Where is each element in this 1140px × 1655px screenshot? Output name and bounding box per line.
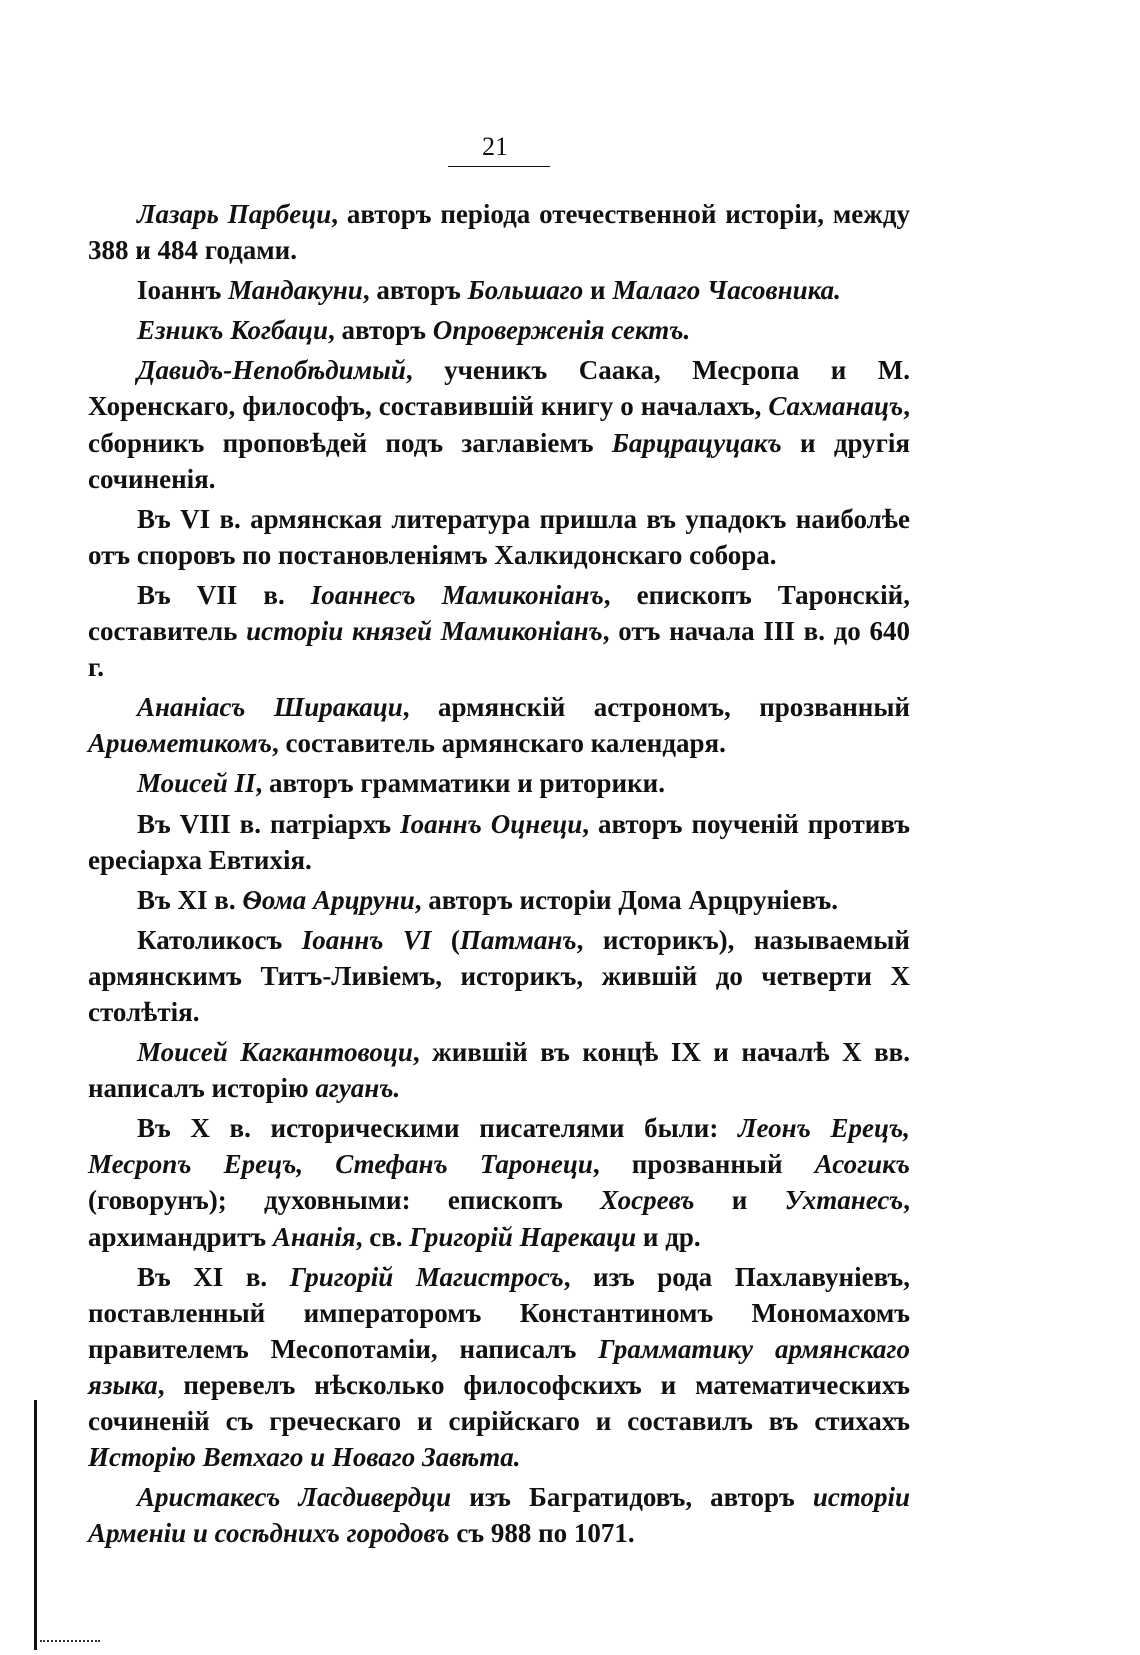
italic-text: Ананія: [272, 1221, 356, 1252]
italic-text: Большаго: [467, 275, 584, 306]
italic-text: Іоаннесъ Мамиконіанъ: [310, 579, 604, 610]
italic-text: Сахманацъ: [768, 391, 904, 422]
text-run: , отъ начала III в. до 640 г.: [88, 616, 911, 683]
text-run: Въ VI в. армянская литература пришла въ упадокъ наиболѣе отъ споровъ по постановленіямъ Халкидонскаго собора.: [88, 503, 910, 570]
paragraph: [88, 312, 910, 348]
text-run: , авторъ поученій противъ ересіарха Евтихія.: [88, 808, 910, 875]
italic-text: Барцрацуцакъ: [611, 427, 782, 458]
text-run: Въ VIII в. патріархъ: [137, 808, 401, 839]
text-run: , авторъ: [362, 275, 468, 306]
paragraph: [88, 272, 910, 308]
italic-text: Аристакесъ Ласдивердци: [137, 1482, 452, 1513]
text-run: (говорунъ); духовными: епископъ: [88, 1185, 601, 1216]
italic-text: Ананіасъ Ширакаци: [137, 692, 403, 723]
italic-text: Григорій Нарекаци: [409, 1221, 637, 1252]
text-run: и др.: [636, 1221, 701, 1252]
italic-text: агуанъ.: [315, 1073, 401, 1104]
text-run: , авторъ: [327, 315, 433, 346]
text-run: , составитель армянскаго календаря.: [272, 728, 726, 759]
text-run: (: [431, 924, 460, 955]
text-run: Въ XI в.: [137, 884, 243, 915]
text-run: , перевелъ нѣсколько философскихъ и математическихъ сочиненій съ греческаго и сирійскаго и составилъ въ стихахъ: [88, 1369, 910, 1436]
text-run: изъ Багратидовъ, авторъ: [451, 1482, 813, 1513]
paragraph: [88, 689, 910, 761]
text-run: , авторъ грамматики и риторики.: [255, 768, 665, 799]
italic-text: Асогикъ: [814, 1149, 910, 1180]
italic-text: Малаго Часовника.: [612, 275, 841, 306]
text-run: , епископъ Таронскій, составитель: [88, 579, 910, 647]
italic-text: Мандакуни: [228, 275, 363, 306]
italic-text: Опроверженія сектъ.: [432, 315, 691, 346]
paragraph: [88, 352, 910, 496]
text-run: , изъ рода Пахлавуніевъ, поставленный императоромъ Константиномъ Мономахомъ правителемъ Месопотаміи, написалъ: [88, 1261, 910, 1364]
italic-text: Григорій Магистросъ: [289, 1261, 564, 1292]
paragraph: [88, 1259, 910, 1476]
italic-text: Моисей Кагкантовоци: [137, 1037, 413, 1068]
italic-text: Хосревъ: [600, 1185, 695, 1216]
text-run: , историкъ), называемый армянскимъ Титъ-Ливіемъ, историкъ, жившій до четверти X столѣтія.: [88, 924, 910, 1027]
text-run: и другія сочиненія.: [88, 427, 911, 494]
text-run: съ 988 по 1071.: [449, 1518, 635, 1549]
text-run: Въ X в. историческими писателями были:: [137, 1113, 738, 1144]
text-run: , св.: [355, 1221, 410, 1252]
paragraph: [88, 806, 910, 878]
italic-text: Лазарь Парбеци: [137, 199, 332, 229]
text-run: , жившій въ концѣ IX и началѣ X вв. написалъ исторію: [88, 1037, 911, 1104]
italic-text: Патманъ: [459, 924, 577, 955]
italic-text: Леонъ Ерецъ, Месропъ Ерецъ, Стефанъ Таронеци: [88, 1113, 910, 1180]
italic-text: Езникъ Когбаци: [137, 315, 328, 346]
paragraph: [88, 765, 910, 801]
italic-text: Ариѳметикомъ: [88, 728, 273, 759]
italic-text: исторіи князей Мамиконіанъ: [246, 616, 603, 647]
page-number: 21: [482, 132, 508, 161]
italic-text: Іоаннъ VI: [301, 924, 432, 955]
text-run: , армянскій астрономъ, прозванный: [402, 692, 910, 723]
paragraph: [88, 577, 910, 685]
text-run: и: [694, 1185, 785, 1216]
paragraph: [88, 501, 910, 573]
text-run: Католикосъ: [137, 924, 302, 955]
paragraph: [88, 922, 910, 1030]
paragraph: [88, 882, 910, 918]
italic-text: Давидъ-Непобѣдимый: [137, 355, 406, 386]
text-run: , прозванный: [592, 1149, 815, 1180]
binding-edge-mark: [34, 1400, 37, 1650]
italic-text: Ухтанесъ: [784, 1185, 904, 1216]
paragraph: [88, 1479, 910, 1551]
text-run: Іоаннъ: [137, 275, 229, 306]
text-run: , ученикъ Саака, Месропа и М. Хоренскаго, философъ, составившій книгу о началахъ,: [88, 355, 910, 422]
bottom-edge-dots: [40, 1640, 100, 1642]
text-run: Въ VII в.: [137, 579, 311, 610]
italic-text: Ѳома Арцруни: [242, 884, 415, 915]
text-run: , сборникъ проповѣдей подъ заглавіемъ: [88, 391, 910, 458]
text-run: Въ XI в.: [137, 1261, 290, 1292]
paragraph: [88, 1110, 910, 1254]
paragraph: [88, 196, 910, 268]
italic-text: Моисей II: [137, 768, 256, 799]
text-run: , авторъ періода отечественной исторіи, между 388 и 484 годами.: [88, 199, 910, 266]
italic-text: Іоаннъ Оцнеци: [400, 808, 583, 839]
italic-text: исторіи Арменіи и сосѣднихъ городовъ: [88, 1482, 910, 1549]
text-run: , авторъ исторіи Дома Арцруніевъ.: [414, 884, 839, 915]
paragraph: [88, 1034, 910, 1106]
page-number-rule: [448, 166, 550, 167]
italic-text: Грамматику армянскаго языка: [88, 1333, 910, 1400]
text-run: и: [583, 275, 613, 306]
text-run: , архимандритъ: [88, 1185, 910, 1252]
page-body: [88, 196, 910, 1555]
italic-text: Исторію Ветхаго и Новаго Завѣта.: [88, 1442, 521, 1473]
